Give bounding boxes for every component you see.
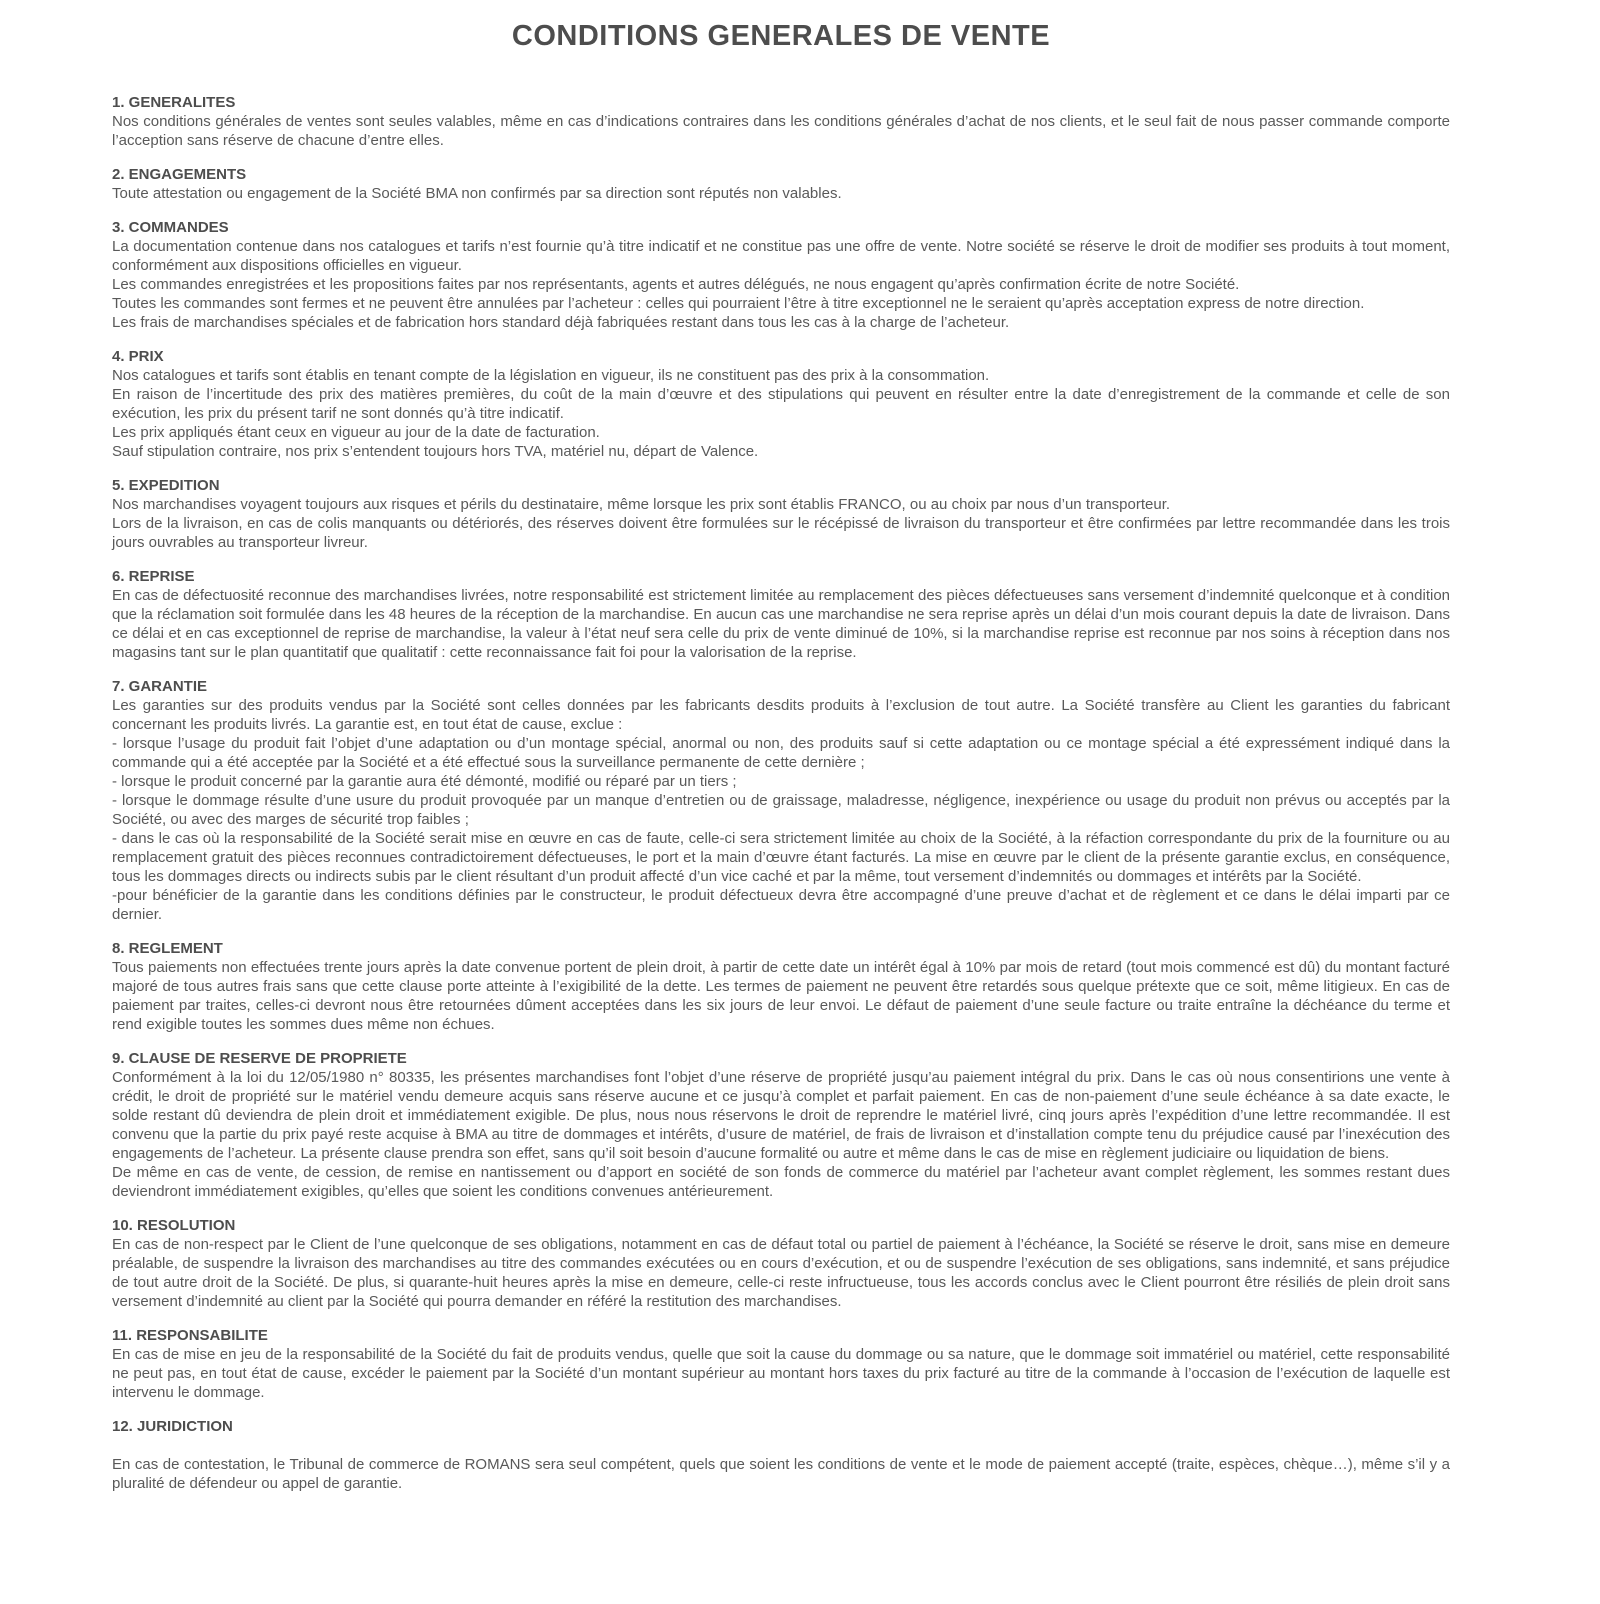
section-paragraph: Nos marchandises voyagent toujours aux risques et périls du destinataire, même lorsque les prix sont établis FRANCO, ou au choix par nous d’un transporteur. — [112, 496, 1171, 513]
section-paragraph: En cas de mise en jeu de la responsabilité de la Société du fait de produits vendus, quelle que soit la cause du dommage ou sa nature, que le dommage soit immatériel ou matériel, cette responsabilité ne peut pas, en tout état de cause, excéder le paiement par la Société d’un montant supérieur au montant hors taxes du prix facturé au titre de la commande à l’occasion de l’exécution de laquelle est intervenu le dommage. — [112, 1346, 1450, 1401]
section-paragraph: Les frais de marchandises spéciales et de fabrication hors standard déjà fabriquées restant dans tous les cas à la charge de l’acheteur. — [112, 314, 1010, 331]
section-heading: 9. CLAUSE DE RESERVE DE PROPRIETE — [112, 1050, 407, 1067]
terms-section — [112, 476, 1450, 552]
section-paragraph: En cas de défectuosité reconnue des marchandises livrées, notre responsabilité est strictement limitée au remplacement des pièces défectueuses sans versement d’indemnité quelconque et à condition que la réclamation soit formulée dans les 48 heures de la réception de la marchandise. En aucun cas une marchandise ne sera reprise après un délai d’un mois courant depuis la date de livraison. Dans ce délai et en cas exceptionnel de reprise de marchandise, la valeur à l’état neuf sera celle du prix de vente diminué de 10%, si la marchandise reprise est reconnue par nos soins à réception dans nos magasins tant sur le plan quantitatif que qualitatif : cette reconnaissance fait foi pour la valorisation de la reprise. — [112, 587, 1450, 661]
section-paragraph: La documentation contenue dans nos catalogues et tarifs n’est fournie qu’à titre indicatif et ne constitue pas une offre de vente. Notre société se réserve le droit de modifier ses produits à tout moment, conformément aux dispositions officielles en vigueur. — [112, 238, 1450, 274]
section-paragraph: Conformément à la loi du 12/05/1980 n° 80335, les présentes marchandises font l’objet d’une réserve de propriété jusqu’au paiement intégral du prix. Dans le cas où nous consentirions une vente à crédit, le droit de propriété sur le matériel vendu demeure acquis sans réserve aucune et ce jusqu’à complet et parfait paiement. En cas de non-paiement d’une seule échéance à sa date exacte, le solde restant dû deviendra de plein droit et immédiatement exigible. De plus, nous nous réservons le droit de reprendre le matériel livré, cinq jours après l’expédition d’une lettre recommandée. Il est convenu que la partie du prix payé reste acquise à BMA au titre de dommages et intérêts, d’usure de matériel, de frais de livraison et d’installation compte tenu du préjudice causé par l’inexécution des engagements de l’acheteur. La présente clause prendra son effet, sans qu’il soit besoin d’aucune formalité ou autre et même dans le cas de mise en règlement judiciaire ou liquidation de biens. — [112, 1069, 1450, 1162]
section-paragraph: Les garanties sur des produits vendus par la Société sont celles données par les fabricants desdits produits à l’exclusion de tout autre. La Société transfère au Client les garanties du fabricant concernant les produits livrés. La garantie est, en tout état de cause, exclue : — [112, 697, 1450, 733]
document-title: CONDITIONS GENERALES DE VENTE — [511, 20, 1051, 52]
section-heading: 8. REGLEMENT — [112, 940, 223, 957]
section-paragraph: Sauf stipulation contraire, nos prix s’entendent toujours hors TVA, matériel nu, départ de Valence. — [112, 443, 759, 460]
terms-section — [112, 165, 1450, 203]
section-paragraph: -pour bénéficier de la garantie dans les conditions définies par le constructeur, le produit défectueux devra être accompagné d’une preuve d’achat et de règlement et ce dans le délai imparti par ce dernier. — [112, 887, 1450, 923]
terms-section — [112, 1326, 1450, 1402]
section-paragraph: - lorsque l’usage du produit fait l’objet d’une adaptation ou d’un montage spécial, anormal ou non, des produits sauf si cette adaptation ou ce montage spécial a été expressément indiqué dans la commande qui a été acceptée par la Société et a été effectué sous la surveillance permanente de cette dernière ; — [112, 735, 1450, 771]
terms-section — [112, 677, 1450, 924]
section-paragraph: - lorsque le dommage résulte d’une usure du produit provoquée par un manque d’entretien ou de graissage, maladresse, négligence, inexpérience ou usage du produit non prévus ou acceptés par la Société, ou avec des marges de sécurité trop faibles ; — [112, 792, 1450, 828]
section-heading: 4. PRIX — [112, 348, 164, 365]
terms-section — [112, 567, 1450, 662]
section-heading: 11. RESPONSABILITE — [112, 1327, 268, 1344]
section-heading: 7. GARANTIE — [112, 678, 208, 695]
terms-section — [112, 1216, 1450, 1311]
terms-section — [112, 218, 1450, 332]
terms-section — [112, 347, 1450, 461]
section-paragraph: Nos catalogues et tarifs sont établis en tenant compte de la législation en vigueur, ils ne constituent pas des prix à la consommation. — [112, 367, 990, 384]
section-heading: 10. RESOLUTION — [112, 1217, 236, 1234]
section-heading: 5. EXPEDITION — [112, 477, 220, 494]
section-paragraph: De même en cas de vente, de cession, de remise en nantissement ou d’apport en société de son fonds de commerce du matériel par l’acheteur avant complet règlement, les sommes restant dues deviendront immédiatement exigibles, qu’elles que soient les conditions convenues antérieurement. — [112, 1164, 1450, 1200]
section-paragraph: Les commandes enregistrées et les propositions faites par nos représentants, agents et autres délégués, ne nous engagent qu’après confirmation écrite de notre Société. — [112, 276, 1240, 293]
section-paragraph: Lors de la livraison, en cas de colis manquants ou détériorés, des réserves doivent être formulées sur le récépissé de livraison du transporteur et être confirmées par lettre recommandée dans les trois jours ouvrables au transporteur livreur. — [112, 515, 1450, 551]
terms-section — [112, 93, 1450, 150]
section-paragraph: En raison de l’incertitude des prix des matières premières, du coût de la main d’œuvre et des stipulations qui peuvent en résulter entre la date d’enregistrement de la commande et celle de son exécution, les prix du présent tarif ne sont donnés qu’à titre indicatif. — [112, 386, 1450, 422]
section-paragraph: Toute attestation ou engagement de la Société BMA non confirmés par sa direction sont réputés non valables. — [112, 185, 842, 202]
section-paragraph: Toutes les commandes sont fermes et ne peuvent être annulées par l’acheteur : celles qui pourraient l’être à titre exceptionnel ne le seraient qu’après acceptation express de notre direction. — [112, 295, 1365, 312]
section-heading: 6. REPRISE — [112, 568, 195, 585]
section-heading: 2. ENGAGEMENTS — [112, 166, 247, 183]
section-paragraph: Tous paiements non effectuées trente jours après la date convenue portent de plein droit, à partir de cette date un intérêt égal à 10% par mois de retard (tout mois commencé est dû) du montant facturé majoré de tous autres frais sans que cette clause porte atteinte à l’exigibilité de la dette. Les termes de paiement ne peuvent être retardés sous quelque prétexte que ce soit, même litigieux. En cas de paiement par traites, celles-ci devront nous être retournées dûment acceptées dans les six jours de leur envoi. Le défaut de paiement d’une seule facture ou traite entraîne la déchéance du terme et rend exigible toutes les sommes dues même non échues. — [112, 959, 1450, 1033]
section-heading: 3. COMMANDES — [112, 219, 229, 236]
section-paragraph: - lorsque le produit concerné par la garantie aura été démonté, modifié ou réparé par un tiers ; — [112, 773, 737, 790]
section-paragraph: Les prix appliqués étant ceux en vigueur au jour de la date de facturation. — [112, 424, 600, 441]
section-heading: 1. GENERALITES — [112, 94, 236, 111]
terms-section — [112, 1417, 1450, 1493]
terms-section — [112, 1049, 1450, 1201]
terms-section — [112, 939, 1450, 1034]
section-paragraph: En cas de non-respect par le Client de l’une quelconque de ses obligations, notamment en cas de défaut total ou partiel de paiement à l’échéance, la Société se réserve le droit, sans mise en demeure préalable, de suspendre la livraison des marchandises au titre des commandes exécutées ou en cours d’exécution, et ou de suspendre l’exécution de ses obligations, sans indemnité, et sans préjudice de tout autre droit de la Société. De plus, si quarante-huit heures après la mise en demeure, celle-ci reste infructueuse, tous les accords conclus avec le Client pourront être résiliés de plein droit sans versement d’indemnité au client par la Société qui pourra demander en référé la restitution des marchandises. — [112, 1236, 1450, 1310]
document-body — [112, 93, 1450, 1493]
section-heading: 12. JURIDICTION — [112, 1418, 233, 1435]
section-paragraph: En cas de contestation, le Tribunal de commerce de ROMANS sera seul compétent, quels que soient les conditions de vente et le mode de paiement accepté (traite, espèces, chèque…), même s’il y a pluralité de défendeur ou appel de garantie. — [112, 1456, 1450, 1492]
section-paragraph: - dans le cas où la responsabilité de la Société serait mise en œuvre en cas de faute, celle-ci sera strictement limitée au choix de la Société, à la réfaction correspondante du prix de la fourniture ou au remplacement gratuit des pièces reconnues contradictoirement défectueuses, le port et la main d’œuvre étant facturés. La mise en œuvre par le client de la présente garantie exclus, en conséquence, tous les dommages directs ou indirects subis par le client résultant d’un produit affecté d’un vice caché et par la même, tout versement d’indemnités ou dommages et intérêts par la Société. — [112, 830, 1450, 885]
section-paragraph: Nos conditions générales de ventes sont seules valables, même en cas d’indications contraires dans les conditions générales d’achat de nos clients, et le seul fait de nous passer commande comporte l’acception sans réserve de chacune d’entre elles. — [112, 113, 1450, 149]
